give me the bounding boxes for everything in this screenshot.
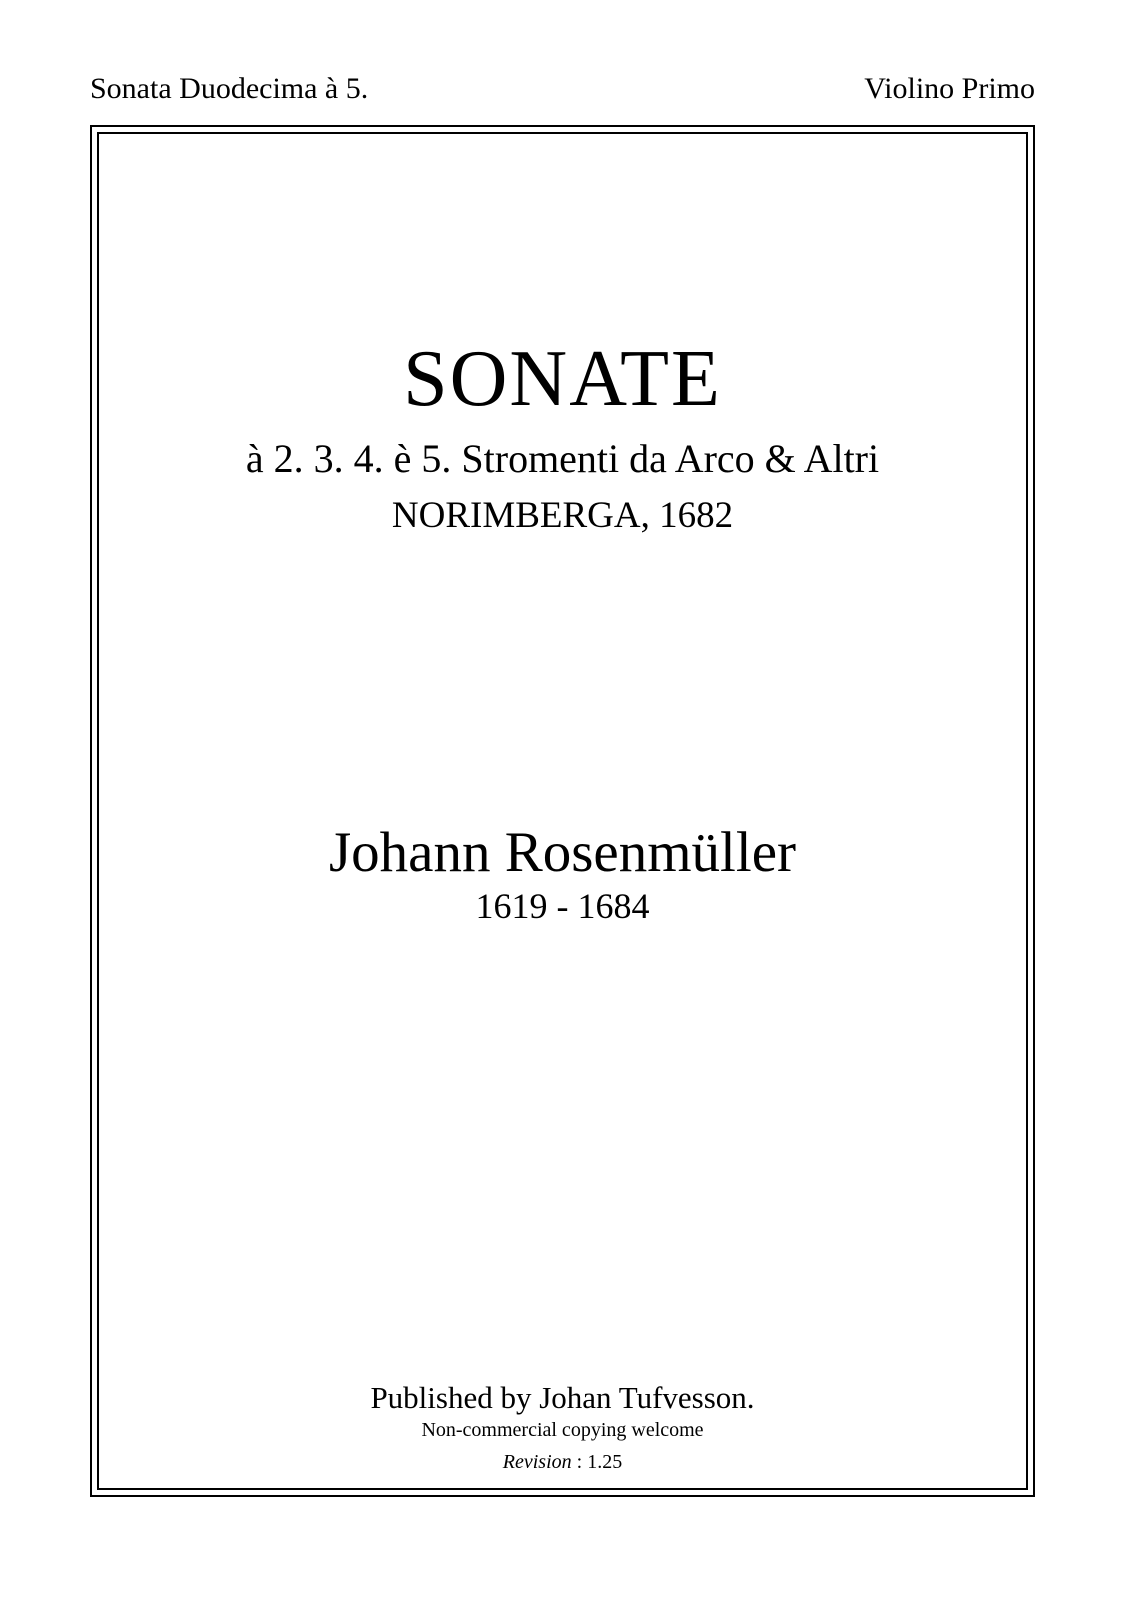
publication-place-year: NORIMBERGA, 1682 bbox=[391, 495, 734, 536]
piece-title: Sonata Duodecima à 5. bbox=[90, 72, 369, 105]
composer-name: Johann Rosenmüller bbox=[328, 821, 797, 884]
work-title: SONATE bbox=[403, 335, 722, 423]
revision-label: Revision bbox=[502, 1451, 572, 1473]
running-header bbox=[90, 74, 1035, 104]
license-line: Non-commercial copying welcome bbox=[421, 1419, 704, 1441]
part-name: Violino Primo bbox=[864, 72, 1035, 105]
double-border-frame bbox=[90, 125, 1035, 1497]
publisher-line: Published by Johan Tufvesson. bbox=[370, 1380, 755, 1415]
composer-dates: 1619 - 1684 bbox=[475, 886, 650, 926]
revision-line bbox=[90, 1452, 1035, 1472]
work-subtitle: à 2. 3. 4. è 5. Stromenti da Arco & Altri bbox=[245, 436, 880, 481]
revision-value: : 1.25 bbox=[576, 1451, 623, 1473]
